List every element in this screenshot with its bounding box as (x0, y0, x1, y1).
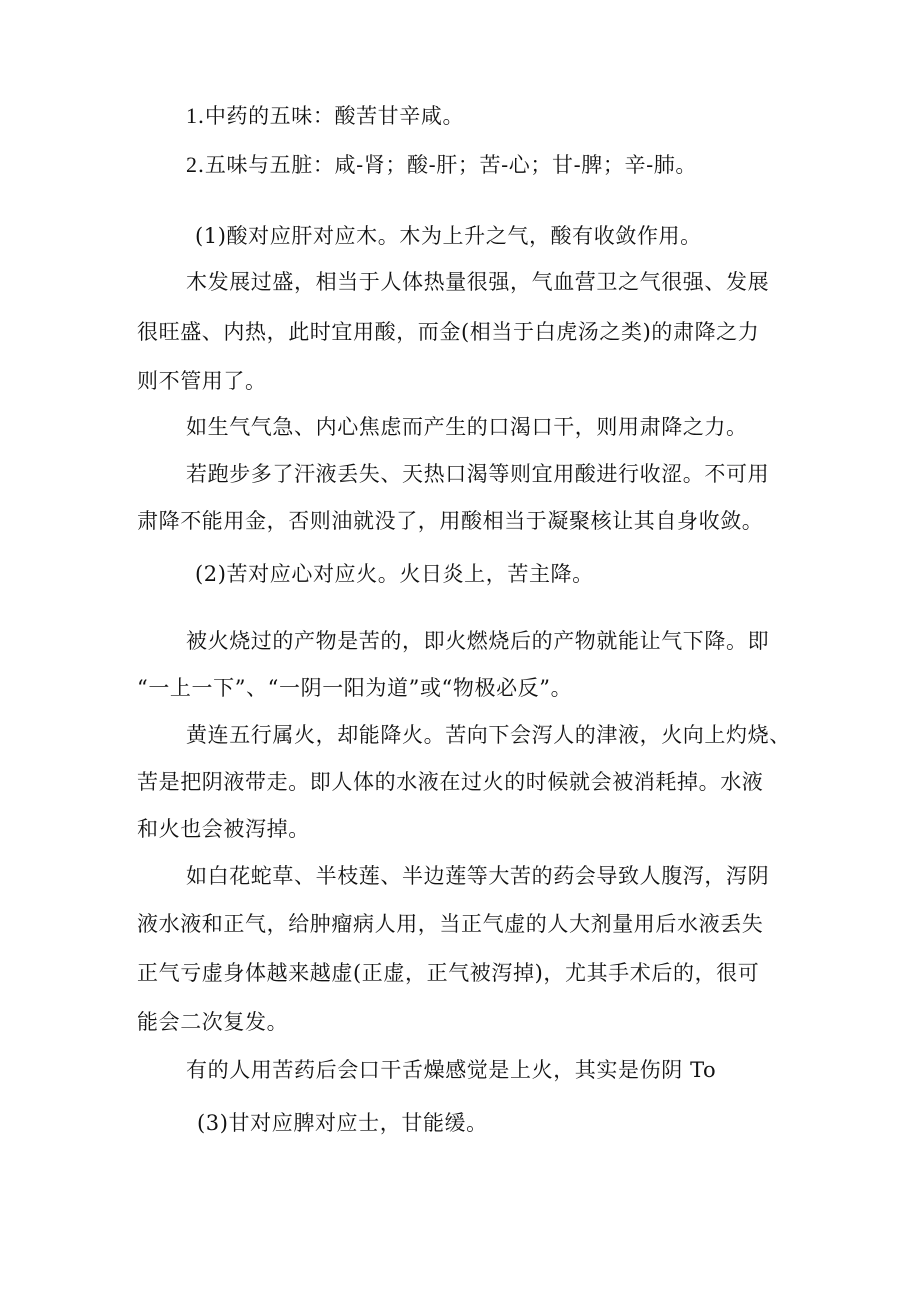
paragraph-line: 苦是把阴液带走。即人体的水液在过火的时候就会被消耗掉。水液 (137, 770, 764, 794)
paragraph-line: 如白花蛇草、半枝莲、半边莲等大苦的药会导致人腹泻，泻阴 (186, 864, 770, 888)
section-heading: (2)苦对应心对应火。火日炎上，苦主降。 (195, 562, 594, 586)
section-heading: (3)甘对应脾对应士，甘能缓。 (197, 1111, 488, 1135)
list-item (186, 102, 464, 130)
paragraph-line: 能会二次复发。 (137, 1010, 289, 1034)
paragraph-line: 如生气气急、内心焦虑而产生的口渴口干，则用肃降之力。 (186, 415, 748, 439)
paragraph-line: 和火也会被泻掉。 (137, 817, 310, 841)
list-number: 2 (186, 152, 198, 177)
list-item (186, 151, 697, 179)
paragraph-line: 若跑步多了汗液丢失、天热口渴等则宜用酸进行收涩。不可用 (186, 462, 770, 486)
paragraph-line: 很旺盛、内热，此时宜用酸，而金(相当于白虎汤之类)的肃降之力 (137, 320, 760, 344)
paragraph-line: 则不管用了。 (137, 369, 267, 393)
list-number: 1 (186, 103, 198, 128)
paragraph-line: 肃降不能用金，否则油就没了，用酸相当于凝聚核让其自身收敛。 (137, 509, 764, 533)
paragraph-line: 被火烧过的产物是苦的，即火燃烧后的产物就能让气下降。即 (186, 629, 770, 653)
list-text: .中药的五味：酸苦甘辛咸。 (197, 104, 465, 128)
paragraph-line: 正气亏虚身体越来越虚(正虚，正气被泻掉)，尤其手术后的，很可 (137, 961, 760, 985)
paragraph-line: “一上一下”、“一阴一阳为道”或“物极必反”。 (137, 676, 573, 700)
list-text: .五味与五脏：咸-肾；酸-肝；苦-心；甘-脾；辛-肺。 (197, 153, 697, 177)
paragraph-line: 木发展过盛，相当于人体热量很强，气血营卫之气很强、发展 (186, 270, 770, 294)
section-heading: (1)酸对应肝对应木。木为上升之气，酸有收敛作用。 (195, 224, 702, 248)
paragraph-line: 有的人用苦药后会口干舌燥感觉是上火，其实是伤阴 To (186, 1058, 717, 1082)
paragraph-line: 液水液和正气，给肿瘤病人用，当正气虚的人大剂量用后水液丢失 (137, 912, 764, 936)
paragraph-line: 黄连五行属火，却能降火。苦向下会泻人的津液，火向上灼烧、 (186, 723, 791, 747)
